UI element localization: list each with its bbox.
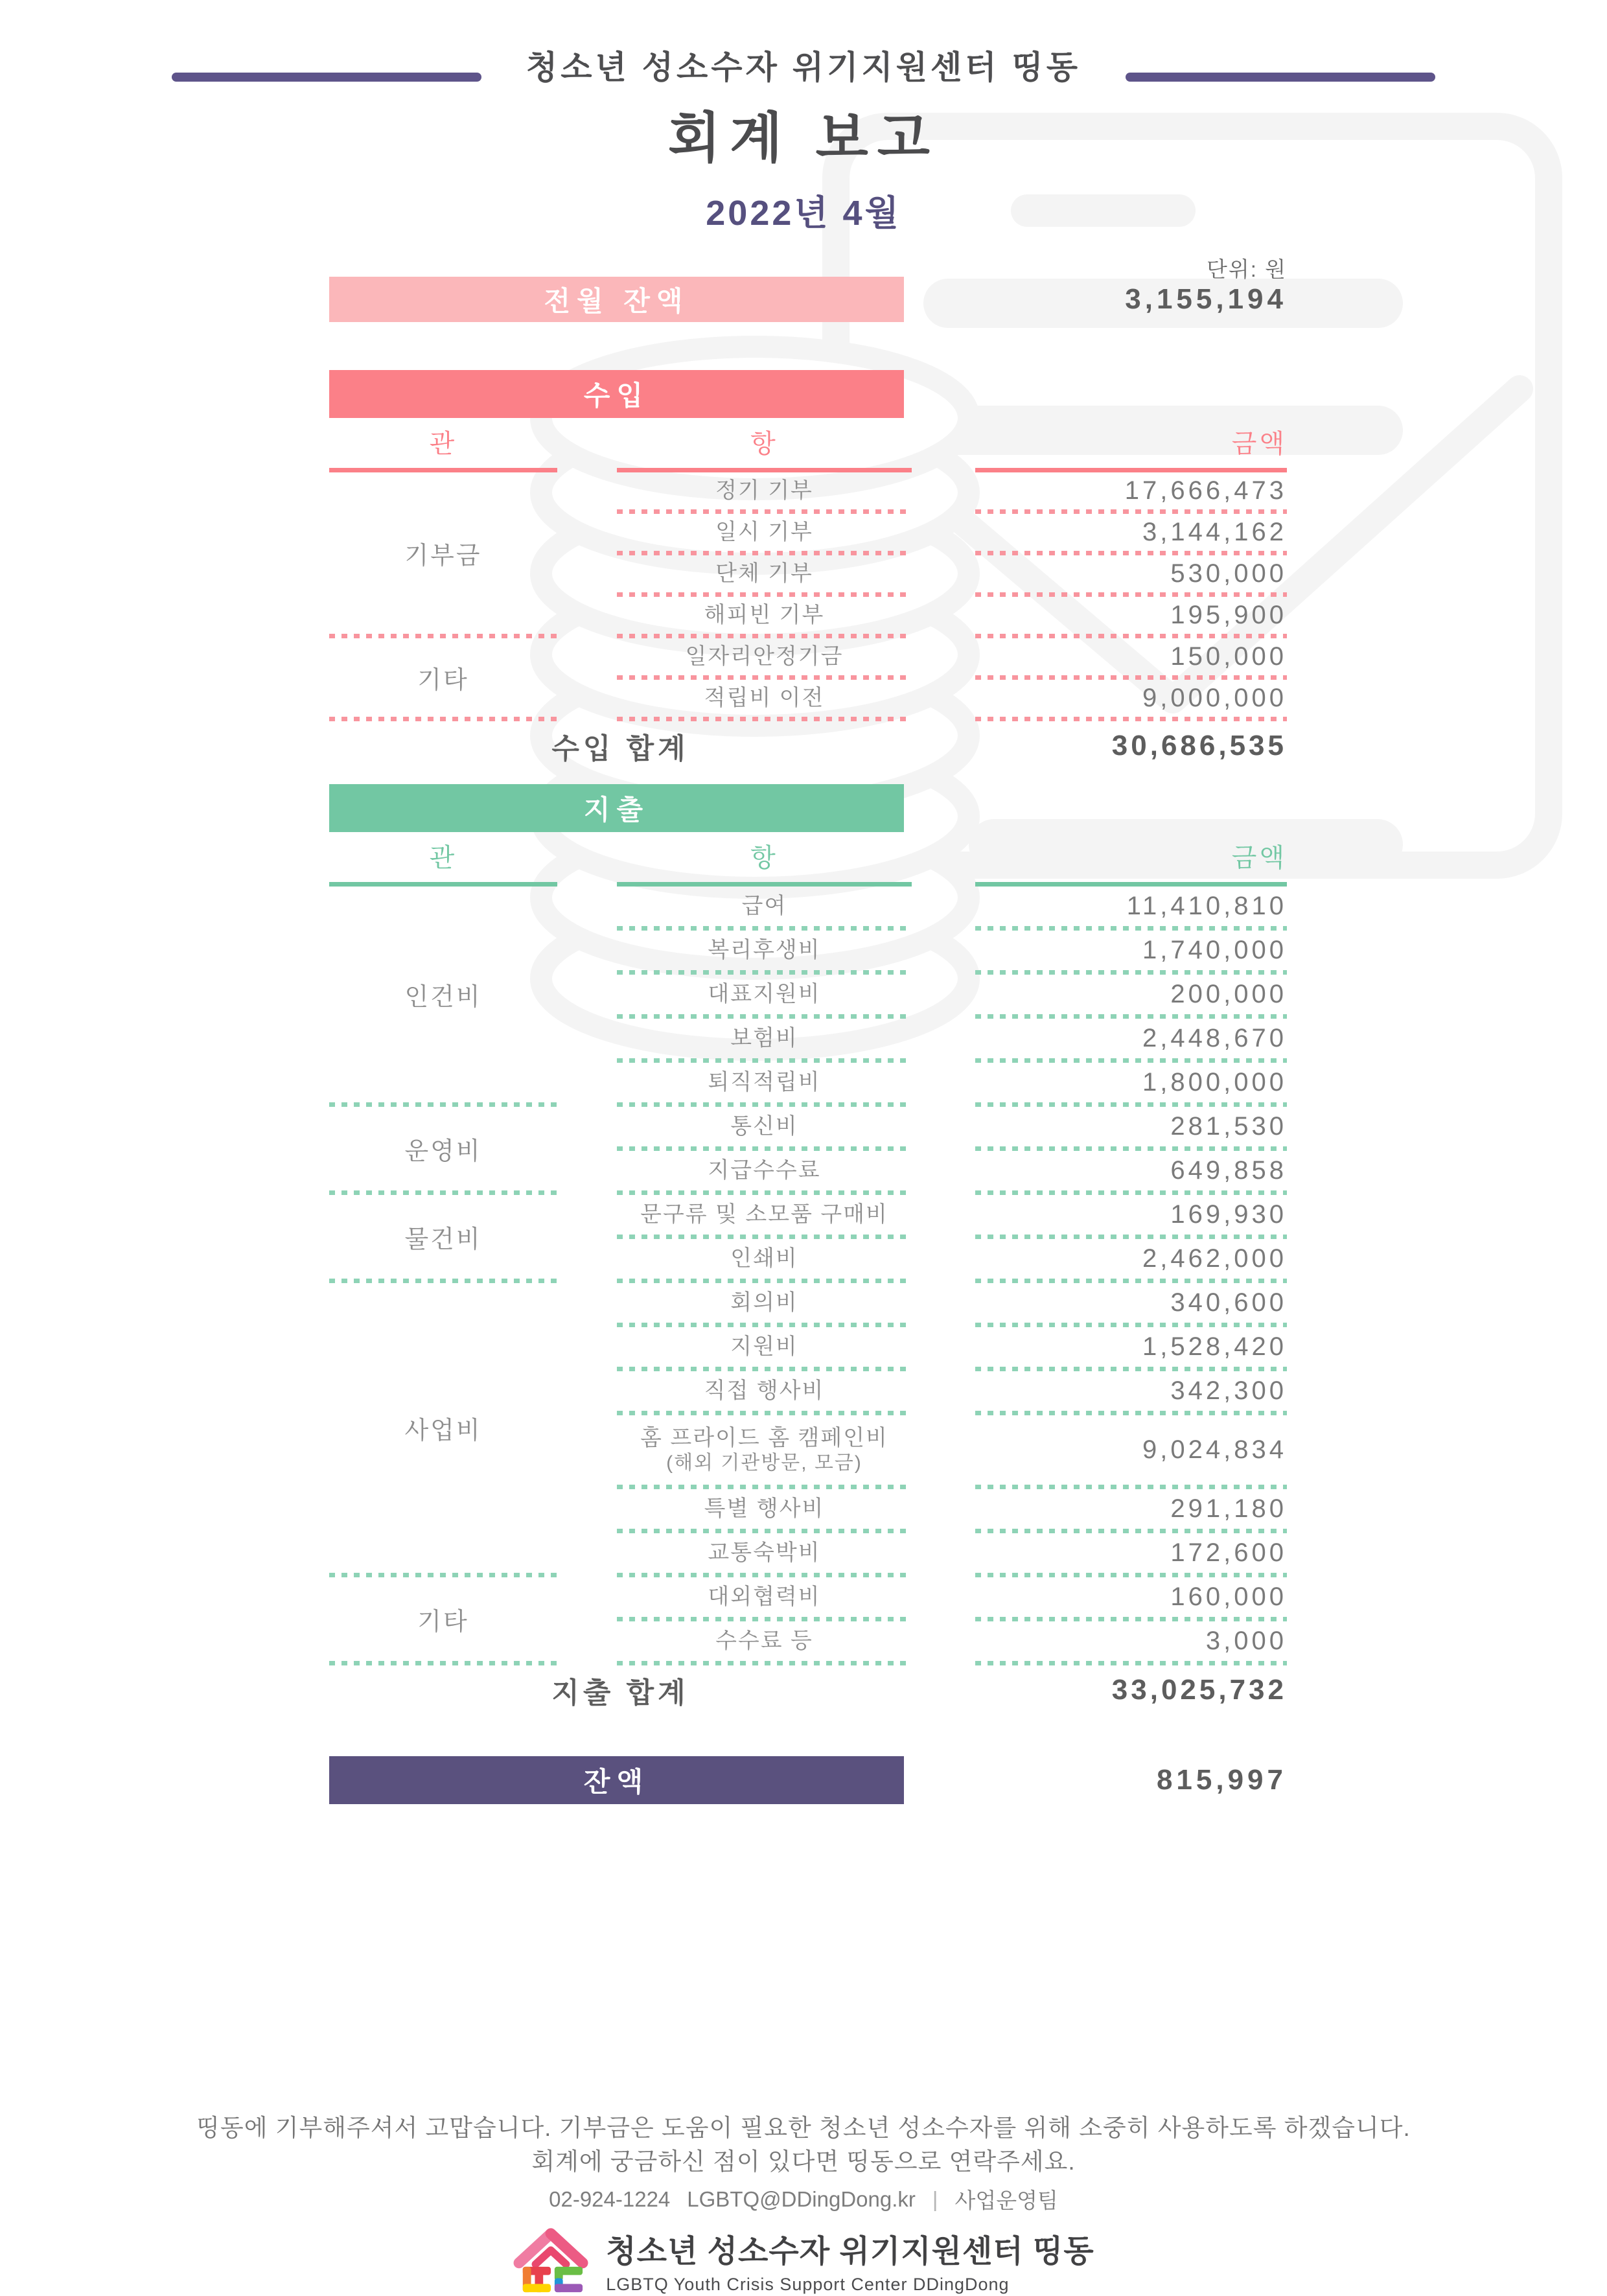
group-label: 기타 [417,667,469,694]
item-amount: 3,000 [1205,1627,1287,1655]
group-separator [329,1102,1287,1107]
group-separator [329,717,1287,721]
item-amount: 530,000 [1170,559,1287,588]
income-row [617,597,1287,634]
expense-row [617,1371,1287,1411]
expense-group [329,1107,1287,1190]
income-group [329,472,1287,634]
footer-contact-line [0,2184,1607,2214]
balance-row [329,1756,1287,1804]
org-logo [0,2226,1607,2296]
item-amount: 281,530 [1170,1112,1287,1141]
row-separator [617,926,1287,931]
income-row [617,638,1287,675]
item-amount: 195,900 [1170,601,1287,629]
column-header-amount: 금액 [975,423,1287,472]
expense-total-amount: 33,025,732 [1111,1674,1287,1706]
row-separator [617,1367,1287,1371]
item-label: 교통숙박비 [708,1540,821,1566]
expense-section [329,784,1287,1715]
item-label: 문구류 및 소모품 구매비 [640,1202,888,1227]
item-amount: 2,448,670 [1142,1024,1287,1052]
item-label: 대표지원비 [708,982,821,1007]
income-column-headers [329,423,1287,472]
item-label-sub: (해외 기관방문, 모금) [666,1452,862,1474]
footer-message-line1: 띵동에 기부해주셔서 고맙습니다. 기부금은 도움이 필요한 청소년 성소수자를 위해 소중히 사용하도록 하겠습니다. [196,2115,1411,2141]
footer [0,2114,1607,2296]
item-amount: 17,666,473 [1124,476,1287,505]
column-header-group: 관 [329,837,557,887]
row-separator [617,1146,1287,1151]
item-label: 단체 기부 [715,561,813,586]
item-amount: 160,000 [1170,1583,1287,1611]
org-logo-name-ko: 청소년 성소수자 위기지원센터 띵동 [606,2234,1094,2269]
item-amount: 169,930 [1170,1200,1287,1229]
item-label: 급여 [741,894,787,919]
group-label: 사업비 [404,1417,482,1444]
expense-row [617,1621,1287,1661]
previous-balance-row [329,277,1287,322]
expense-row [617,1063,1287,1102]
expense-row [617,1019,1287,1058]
org-name: 청소년 성소수자 위기지원센터 띵동 [526,49,1081,86]
item-label: 일자리안정기금 [685,644,844,669]
item-label: 통신비 [730,1114,798,1139]
expense-row [617,1327,1287,1367]
item-amount: 11,410,810 [1126,892,1287,920]
page-title: 회계 보고 [668,108,939,168]
previous-balance-amount: 3,155,194 [1125,283,1287,315]
org-logo-text [606,2226,1094,2295]
column-header-amount: 금액 [975,837,1287,887]
footer-team: 사업운영팀 [954,2188,1058,2212]
item-amount: 3,144,162 [1142,518,1287,546]
expense-group [329,887,1287,1102]
expense-row [617,1195,1287,1235]
item-amount: 1,740,000 [1142,936,1287,964]
expense-row [617,1415,1287,1485]
footer-divider: | [932,2186,938,2211]
expense-group [329,1195,1287,1279]
income-row [617,555,1287,592]
item-amount: 1,800,000 [1142,1068,1287,1096]
row-separator [617,1617,1287,1621]
row-separator [617,1323,1287,1327]
income-total-row [329,721,1287,771]
balance-amount: 815,997 [1156,1764,1287,1796]
expense-row [617,1239,1287,1279]
expense-row [617,1489,1287,1529]
item-amount: 649,858 [1170,1156,1287,1185]
item-label: 적립비 이전 [704,686,825,711]
column-header-item: 항 [617,837,912,887]
item-label: 정기 기부 [715,478,813,504]
item-label-main: 홈 프라이드 홈 캠페인비 [640,1426,888,1451]
expense-total-label: 지출 합계 [551,1677,689,1709]
item-amount: 291,180 [1170,1494,1287,1523]
item-label: 퇴직적립비 [708,1070,821,1095]
group-label: 기부금 [404,542,482,570]
item-label [617,1425,912,1475]
income-section-bar: 수입 [329,370,904,418]
item-amount: 9,024,834 [1142,1435,1287,1464]
row-separator [617,1485,1287,1489]
footer-message-line2: 회계에 궁금하신 점이 있다면 띵동으로 연락주세요. [531,2148,1076,2175]
row-separator [617,1235,1287,1239]
group-label: 물건비 [404,1226,482,1253]
income-section [329,370,1287,771]
item-amount: 9,000,000 [1142,684,1287,712]
row-separator [617,1529,1287,1533]
item-label: 특별 행사비 [704,1496,825,1522]
income-row [617,472,1287,509]
item-amount: 342,300 [1170,1376,1287,1405]
group-separator [329,1573,1287,1577]
item-label: 복리후생비 [708,938,821,963]
row-separator [617,509,1287,514]
column-header-group: 관 [329,423,557,472]
row-separator [617,675,1287,680]
row-separator [617,551,1287,555]
expense-row [617,975,1287,1014]
item-amount: 200,000 [1170,980,1287,1008]
expense-section-bar: 지출 [329,784,904,832]
expense-row [617,1533,1287,1573]
expense-row [617,1577,1287,1617]
item-label: 대외협력비 [708,1584,821,1610]
balance-bar: 잔액 [329,1756,904,1804]
income-row [617,680,1287,717]
expense-row [617,931,1287,970]
item-label: 수수료 등 [715,1629,813,1654]
item-label: 해피빈 기부 [704,603,825,628]
row-separator [617,1411,1287,1415]
column-header-item: 항 [617,423,912,472]
group-label: 인건비 [404,984,482,1011]
item-label: 지급수수료 [708,1158,821,1183]
expense-row [617,1151,1287,1190]
group-separator [329,1279,1287,1283]
item-label: 일시 기부 [715,520,813,545]
group-separator [329,634,1287,638]
item-label: 보험비 [730,1026,798,1051]
expense-row [617,887,1287,926]
org-logo-name-en: LGBTQ Youth Crisis Support Center DDingDong [606,2275,1010,2294]
expense-total-row [329,1665,1287,1715]
income-total-label: 수입 합계 [551,733,689,765]
unit-label: 단위: 원 [1207,257,1287,281]
item-amount: 1,528,420 [1142,1332,1287,1361]
group-label: 기타 [417,1608,469,1636]
expense-column-headers [329,837,1287,887]
item-amount: 2,462,000 [1142,1244,1287,1273]
expense-group [329,1577,1287,1661]
group-separator [329,1661,1287,1665]
item-label: 회의비 [730,1290,798,1316]
row-separator [617,592,1287,597]
row-separator [617,1014,1287,1019]
expense-row [617,1283,1287,1323]
item-amount: 150,000 [1170,642,1287,671]
item-label: 인쇄비 [730,1246,798,1271]
expense-row [617,1107,1287,1146]
report-period: 2022년 4월 [706,194,901,233]
item-label: 직접 행사비 [704,1378,825,1404]
income-total-amount: 30,686,535 [1111,730,1287,761]
item-amount: 172,600 [1170,1538,1287,1567]
group-label: 운영비 [404,1138,482,1165]
row-separator [617,970,1287,975]
income-row [617,514,1287,551]
footer-email: LGBTQ@DDingDong.kr [687,2186,916,2211]
item-label: 지원비 [730,1334,798,1360]
ddingdong-house-logo-icon [513,2226,589,2296]
group-separator [329,1190,1287,1195]
income-group [329,638,1287,717]
footer-phone: 02-924-1224 [549,2186,671,2211]
expense-group [329,1283,1287,1573]
previous-balance-bar: 전월 잔액 [329,277,904,322]
row-separator [617,1058,1287,1063]
item-amount: 340,600 [1170,1288,1287,1317]
